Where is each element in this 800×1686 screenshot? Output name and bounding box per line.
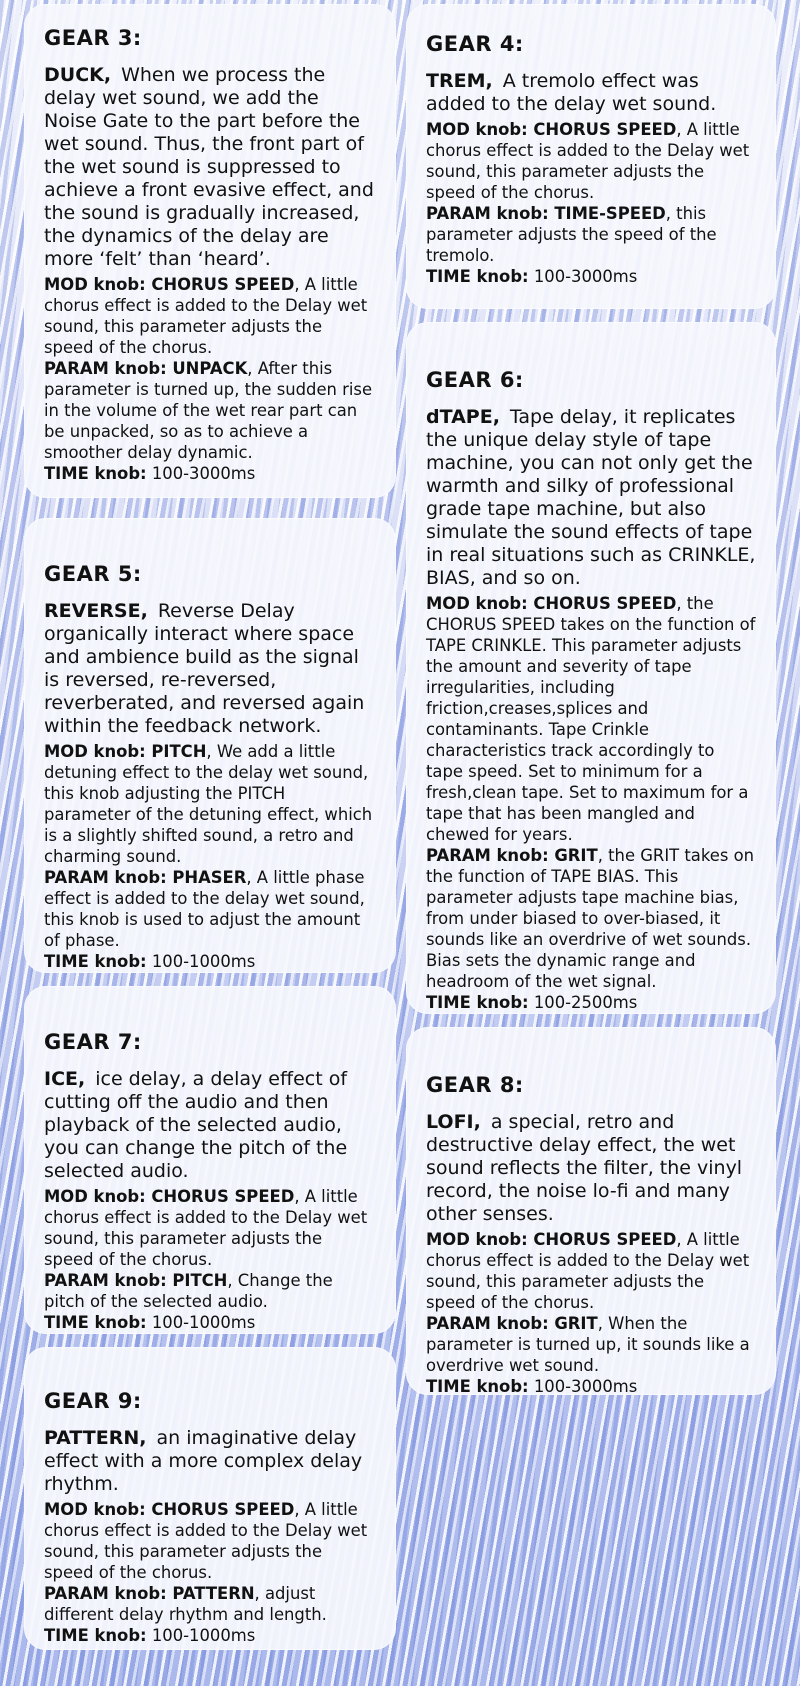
gear-7-mod-knob — [44, 1186, 376, 1270]
gear-6-time-knob — [426, 992, 756, 1013]
gear-5-time-text: 100-1000ms — [146, 952, 256, 971]
gear-9-time-knob — [44, 1625, 376, 1646]
gear-8-time-label: TIME knob: — [426, 1377, 529, 1396]
gear-8-param-text: , When the parameter is turned up, it sounds like a overdrive wet sound. — [426, 1314, 750, 1375]
gear-3-effect-name: DUCK, — [44, 64, 112, 86]
gear-7-effect-name: ICE, — [44, 1068, 86, 1090]
gear-5-param-label: PARAM knob: PHASER — [44, 868, 247, 887]
gear-9-mod-label: MOD knob: CHORUS SPEED — [44, 1500, 295, 1519]
gear-4-mod-knob — [426, 119, 756, 203]
gear-8-time-text: 100-3000ms — [528, 1377, 638, 1396]
gear-9-param-knob — [44, 1583, 376, 1625]
gear-7-title: GEAR 7: — [44, 1030, 142, 1054]
gear-9-mod-knob — [44, 1499, 376, 1583]
gear-3-mod-knob — [44, 274, 376, 358]
gear-5-mod-label: MOD knob: PITCH — [44, 742, 207, 761]
gear-6-effect-name: dTAPE, — [426, 406, 500, 428]
gear-4-description — [426, 70, 756, 116]
gear-4-time-knob — [426, 266, 756, 287]
gear-4-param-label: PARAM knob: TIME-SPEED — [426, 204, 666, 223]
gear-4-mod-label: MOD knob: CHORUS SPEED — [426, 120, 677, 139]
gear-5-time-knob — [44, 951, 376, 972]
gear-9-param-label: PARAM knob: PATTERN — [44, 1584, 255, 1603]
gear-9-mod-text: , A little chorus effect is added to the Delay wet sound, this parameter adjusts the speed of the chorus. — [44, 1500, 368, 1582]
gear-3-mod-text: , A little chorus effect is added to the Delay wet sound, this parameter adjusts the speed of the chorus. — [44, 275, 368, 357]
gear-6-title: GEAR 6: — [426, 368, 524, 392]
gear-4-time-text: 100-3000ms — [528, 267, 638, 286]
gear-9-effect-name: PATTERN, — [44, 1427, 147, 1449]
gear-5-time-label: TIME knob: — [44, 952, 147, 971]
gear-6-description — [426, 406, 756, 590]
gear-9-param-text: , adjust different delay rhythm and length. — [44, 1584, 327, 1624]
gear-7-card — [24, 986, 396, 1334]
gear-3-description — [44, 64, 376, 271]
gear-8-mod-knob — [426, 1229, 756, 1313]
gear-8-effect-desc: a special, retro and destructive delay effect, the wet sound reflects the filter, the vinyl record, the noise lo-fi and many other senses. — [426, 1111, 743, 1225]
gear-8-description — [426, 1111, 756, 1226]
gear-8-title: GEAR 8: — [426, 1073, 524, 1097]
gear-9-time-label: TIME knob: — [44, 1626, 147, 1645]
gear-6-param-text: , the GRIT takes on the function of TAPE BIAS. This parameter adjusts tape machine bias, from under biased to over-biased, it sounds like an overdrive of wet sounds. Bias sets the dynamic range and headroom of the wet signal. — [426, 846, 755, 991]
gear-9-time-text: 100-1000ms — [146, 1626, 256, 1645]
gear-4-param-knob — [426, 203, 756, 266]
gear-5-card — [24, 518, 396, 973]
gear-6-mod-knob — [426, 593, 756, 845]
gear-3-param-label: PARAM knob: UNPACK — [44, 359, 248, 378]
gear-9-card — [24, 1347, 396, 1650]
gear-6-time-text: 100-2500ms — [528, 993, 638, 1012]
gear-3-time-label: TIME knob: — [44, 464, 147, 483]
gear-5-mod-knob — [44, 741, 376, 867]
gear-9-title: GEAR 9: — [44, 1389, 142, 1413]
gear-6-time-label: TIME knob: — [426, 993, 529, 1012]
gear-5-title: GEAR 5: — [44, 562, 142, 586]
gear-8-effect-name: LOFI, — [426, 1111, 481, 1133]
gear-4-title: GEAR 4: — [426, 32, 524, 56]
gear-3-mod-label: MOD knob: CHORUS SPEED — [44, 275, 295, 294]
gear-8-time-knob — [426, 1376, 756, 1397]
gear-6-param-knob — [426, 845, 756, 992]
gear-7-param-label: PARAM knob: PITCH — [44, 1271, 228, 1290]
gear-9-effect-desc: an imaginative delay effect with a more complex delay rhythm. — [44, 1427, 363, 1495]
gear-4-card — [406, 4, 776, 309]
gear-7-mod-text: , A little chorus effect is added to the Delay wet sound, this parameter adjusts the speed of the chorus. — [44, 1187, 368, 1269]
gear-3-effect-desc: When we process the delay wet sound, we add the Noise Gate to the part before the wet sound. Thus, the front part of the wet sound is suppressed to achieve a front evasive effect, and the sound is gradually increased, the dynamics of the delay are more ‘felt’ than ‘heard’. — [44, 64, 374, 270]
gear-4-time-label: TIME knob: — [426, 267, 529, 286]
gear-7-param-knob — [44, 1270, 376, 1312]
gear-6-mod-text: , the CHORUS SPEED takes on the function of TAPE CRINKLE. This parameter adjusts the amount and severity of tape irregularities, including friction,creases,splices and contaminants. Tape Crinkle characteristics track accordingly to tape speed. Set to minimum for a fresh,clean tape. Set to maximum for a tape that has been mangled and chewed for years. — [426, 594, 756, 844]
gear-9-description — [44, 1427, 376, 1496]
gear-5-param-knob — [44, 867, 376, 951]
gear-3-param-text: , After this parameter is turned up, the sudden rise in the volume of the wet rear part can be unpacked, so as to achieve a smoother delay dynamic. — [44, 359, 373, 462]
gear-7-time-label: TIME knob: — [44, 1313, 147, 1332]
gear-4-effect-desc: A tremolo effect was added to the delay wet sound. — [426, 70, 717, 115]
gear-3-title: GEAR 3: — [44, 26, 142, 50]
gear-7-mod-label: MOD knob: CHORUS SPEED — [44, 1187, 295, 1206]
gear-8-mod-text: , A little chorus effect is added to the Delay wet sound, this parameter adjusts the speed of the chorus. — [426, 1230, 750, 1312]
gear-3-time-text: 100-3000ms — [146, 464, 256, 483]
gear-6-effect-desc: Tape delay, it replicates the unique delay style of tape machine, you can not only get the warmth and silky of professional grade tape machine, but also simulate the sound effects of tape in real situations such as CRINKLE, BIAS, and so on. — [426, 406, 756, 589]
gear-3-card — [24, 4, 396, 498]
gear-7-effect-desc: ice delay, a delay effect of cutting off the audio and then playback of the selected audio, you can change the pitch of the selected audio. — [44, 1068, 348, 1182]
gear-6-param-label: PARAM knob: GRIT — [426, 846, 598, 865]
gear-5-mod-text: , We add a little detuning effect to the delay wet sound, this knob adjusting the PITCH parameter of the detuning effect, which is a slightly shifted sound, a retro and charming sound. — [44, 742, 373, 866]
gear-8-param-label: PARAM knob: GRIT — [426, 1314, 598, 1333]
gear-7-time-knob — [44, 1312, 376, 1333]
gear-8-param-knob — [426, 1313, 756, 1376]
gear-5-effect-name: REVERSE, — [44, 600, 148, 622]
gear-5-effect-desc: Reverse Delay organically interact where space and ambience build as the signal is reversed, re-reversed, reverberated, and reversed again within the feedback network. — [44, 600, 365, 737]
gear-5-param-text: , A little phase effect is added to the delay wet sound, this knob is used to adjust the amount of phase. — [44, 868, 365, 950]
gear-7-time-text: 100-1000ms — [146, 1313, 256, 1332]
gear-4-mod-text: , A little chorus effect is added to the Delay wet sound, this parameter adjusts the speed of the chorus. — [426, 120, 750, 202]
gear-6-card — [406, 322, 776, 1014]
gear-3-time-knob — [44, 463, 376, 484]
gear-4-effect-name: TREM, — [426, 70, 493, 92]
gear-8-mod-label: MOD knob: CHORUS SPEED — [426, 1230, 677, 1249]
gear-5-description — [44, 600, 376, 738]
gear-3-param-knob — [44, 358, 376, 463]
gear-8-card — [406, 1027, 776, 1395]
gear-7-description — [44, 1068, 376, 1183]
gear-4-param-text: , this parameter adjusts the speed of the tremolo. — [426, 204, 717, 265]
gear-6-mod-label: MOD knob: CHORUS SPEED — [426, 594, 677, 613]
gear-7-param-text: , Change the pitch of the selected audio. — [44, 1271, 333, 1311]
